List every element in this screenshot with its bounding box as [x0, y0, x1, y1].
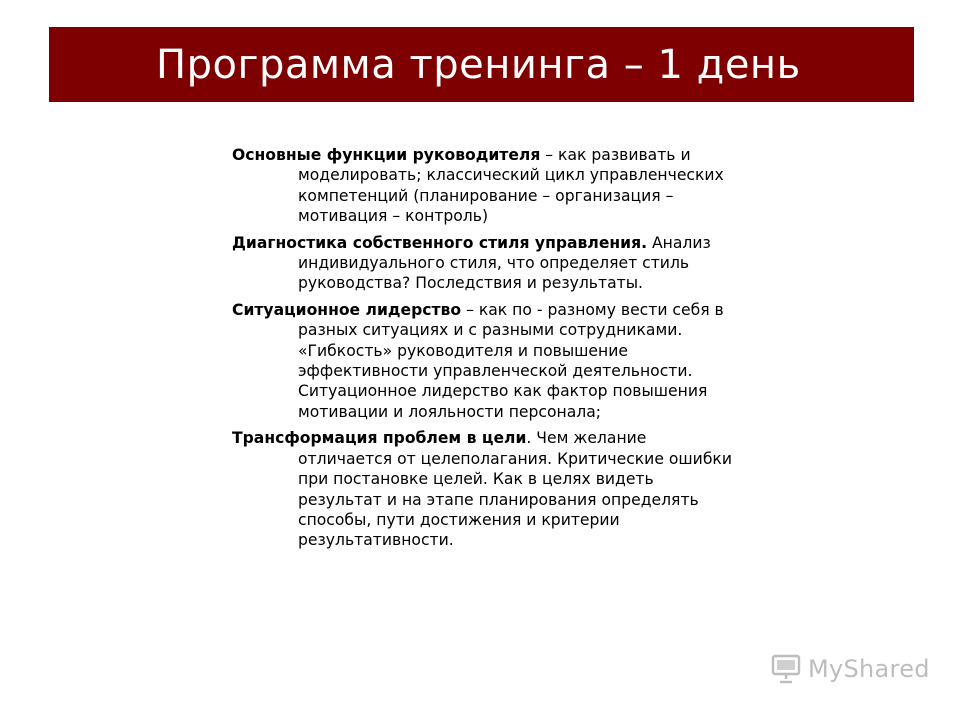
slide-content: [232, 145, 732, 557]
item-heading: Диагностика собственного стиля управления.: [232, 233, 648, 252]
list-item: [232, 233, 732, 294]
list-item: [232, 145, 732, 227]
item-text: . Чем желание отличается от целеполагания. Критические ошибки при постановке целей. Как в целях видеть результат и на этапе планирования определять способы, пути достижения и критерии результативности.: [298, 429, 732, 550]
item-text: Анализ индивидуального стиля, что определяет стиль руководства? Последствия и результаты.: [298, 233, 711, 293]
item-heading: Основные функции руководителя: [232, 146, 541, 164]
slide-title: Программа тренинга – 1 день: [156, 41, 801, 88]
list-item: [232, 300, 732, 422]
item-text: – как развивать и моделировать; классический цикл управленческих компетенций (планирование – организация – мотивация – контроль): [298, 146, 724, 226]
list-item: [232, 428, 732, 550]
title-bar: [49, 27, 914, 102]
watermark-logo: [770, 654, 930, 684]
item-heading: Ситуационное лидерство: [232, 300, 462, 319]
presentation-board-icon: [770, 654, 802, 684]
item-heading: Трансформация проблем в цели: [232, 429, 527, 448]
item-text: – как по - разному вести себя в разных ситуациях и с разными сотрудниками. «Гибкость» руководителя и повышение эффективности управленческой деятельности. Ситуационное лидерство как фактор повышения мотивации и лояльности персонала;: [298, 300, 724, 421]
watermark-text: MyShared: [808, 655, 930, 683]
